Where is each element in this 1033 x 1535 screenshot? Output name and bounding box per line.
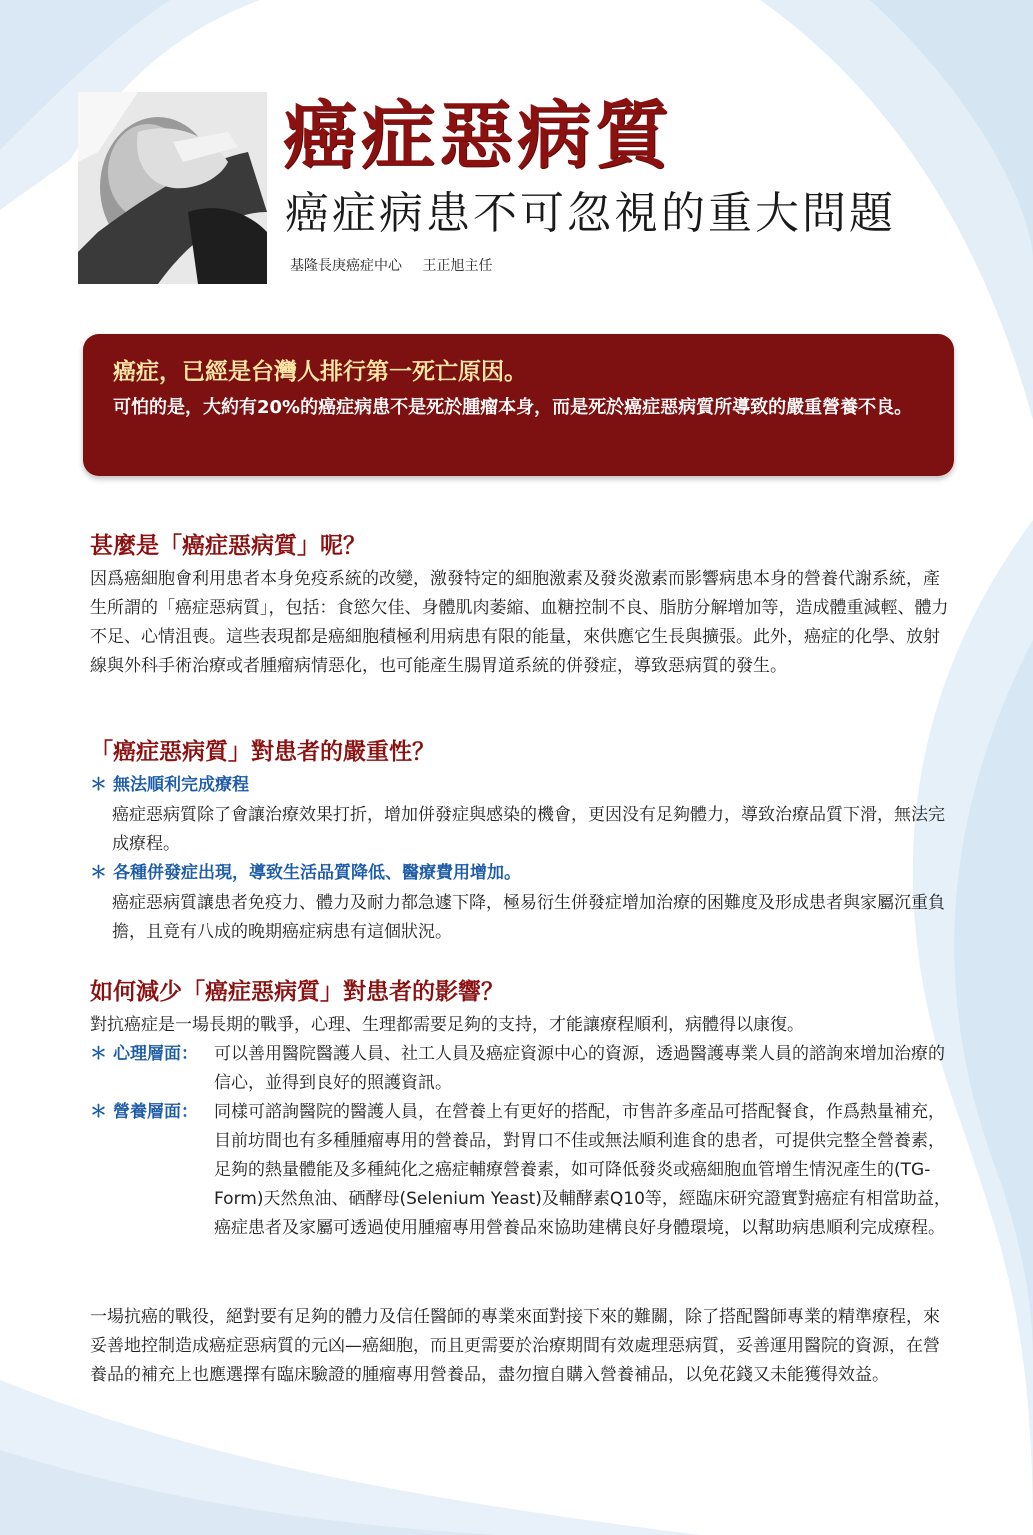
definition-item-nutrition: [90, 1098, 952, 1243]
section-conclusion: [90, 1303, 952, 1390]
asterisk-bullet-icon: ＊: [90, 1044, 107, 1064]
author-name: 王正旭主任: [422, 258, 493, 274]
section-heading: 「癌症惡病質」對患者的嚴重性？: [90, 739, 435, 765]
section-what-is-cachexia: [90, 529, 952, 681]
severity-item: [90, 859, 952, 947]
bullet-body: 癌症惡病質讓患者免疫力、體力及耐力都急遽下降，極易衍生併發症增加治療的困難度及形成患者與家屬沉重負擔，且竟有八成的晚期癌症病患有這個狀況。: [112, 893, 945, 942]
author-org: 基隆長庚癌症中心: [290, 258, 402, 274]
section-heading: 甚麼是「癌症惡病質」呢？: [90, 533, 366, 559]
bullet-body: 癌症惡病質除了會讓治療效果打折，增加併發症與感染的機會，更因没有足夠體力，導致治療品質下滑，無法完成療程。: [112, 805, 945, 854]
highlight-headline: 癌症，已經是台灣人排行第一死亡原因。: [113, 359, 527, 385]
patient-photo: [78, 92, 267, 284]
definition-description: 可以善用醫院醫護人員、社工人員及癌症資源中心的資源，透過醫護專業人員的諮詢來增加治療的信心，並得到良好的照護資訊。: [214, 1044, 945, 1093]
severity-item: [90, 771, 952, 859]
author-line: [290, 256, 492, 276]
definition-term: ＊ 心理層面：: [90, 1044, 198, 1064]
page-title: 癌症惡病質: [283, 93, 673, 179]
asterisk-bullet-icon: ＊: [90, 863, 107, 883]
patient-photo-illustration: [78, 92, 267, 284]
definition-item-psychological: [90, 1040, 952, 1098]
asterisk-bullet-icon: ＊: [90, 775, 107, 795]
highlight-box: [83, 334, 954, 476]
section-reduce-impact: [90, 975, 952, 1243]
bullet-title: ＊ 無法順利完成療程: [90, 775, 249, 795]
bullet-title: ＊ 各種併發症出現，導致生活品質降低、醫療費用增加。: [90, 863, 521, 883]
asterisk-bullet-icon: ＊: [90, 1102, 107, 1122]
section-body: 因爲癌細胞會利用患者本身免疫系統的改變，激發特定的細胞激素及發炎激素而影響病患本身的營養代謝系統，產生所謂的「癌症惡病質」，包括：食慾欠佳、身體肌肉萎縮、血糖控制不良、脂肪分解增加等，造成體重減輕、體力不足、心情沮喪。這些表現都是癌細胞積極利用病患有限的能量，來供應它生長與擴張。此外，癌症的化學、放射線與外科手術治療或者腫瘤病情惡化，也可能產生腸胃道系統的併發症，導致惡病質的發生。: [90, 569, 949, 676]
conclusion-body: 一場抗癌的戰役，絕對要有足夠的體力及信任醫師的專業來面對接下來的難關，除了搭配醫師專業的精準療程，來妥善地控制造成癌症惡病質的元凶—癌細胞，而且更需要於治療期間有效處理惡病質，妥善運用醫院的資源，在營養品的補充上也應選擇有臨床驗證的腫瘤專用營養品，盡勿擅自購入營養補品，以免花錢又未能獲得效益。: [90, 1307, 940, 1385]
section-severity: [90, 735, 952, 947]
definition-term: ＊ 營養層面：: [90, 1102, 198, 1122]
highlight-body: 可怕的是，大約有20%的癌症病患不是死於腫瘤本身，而是死於癌症惡病質所導致的嚴重營養不良。: [113, 397, 913, 418]
definition-description: 同樣可諮詢醫院的醫護人員，在營養上有更好的搭配，市售許多產品可搭配餐食，作爲熱量補充，目前坊間也有多種腫瘤專用的營養品，對胃口不佳或無法順利進食的患者，可提供完整全營養素，足夠的熱量體能及多種純化之癌症輔療營養素，如可降低發炎或癌細胞血管增生情況產生的(TG-Form)天然魚油、硒酵母(Selenium Yeast)及輔酵素Q10等，經臨床研究證實對癌症有相當助益，癌症患者及家屬可透過使用腫瘤專用營養品來協助建構良好身體環境，以幫助病患順利完成療程。: [214, 1102, 951, 1238]
page-subtitle: 癌症病患不可忽視的重大問題: [285, 188, 896, 239]
section-intro: 對抗癌症是一場長期的戰爭，心理、生理都需要足夠的支持，才能讓療程順利，病體得以康復。: [90, 1015, 804, 1035]
section-heading: 如何減少「癌症惡病質」對患者的影響？: [90, 979, 504, 1005]
